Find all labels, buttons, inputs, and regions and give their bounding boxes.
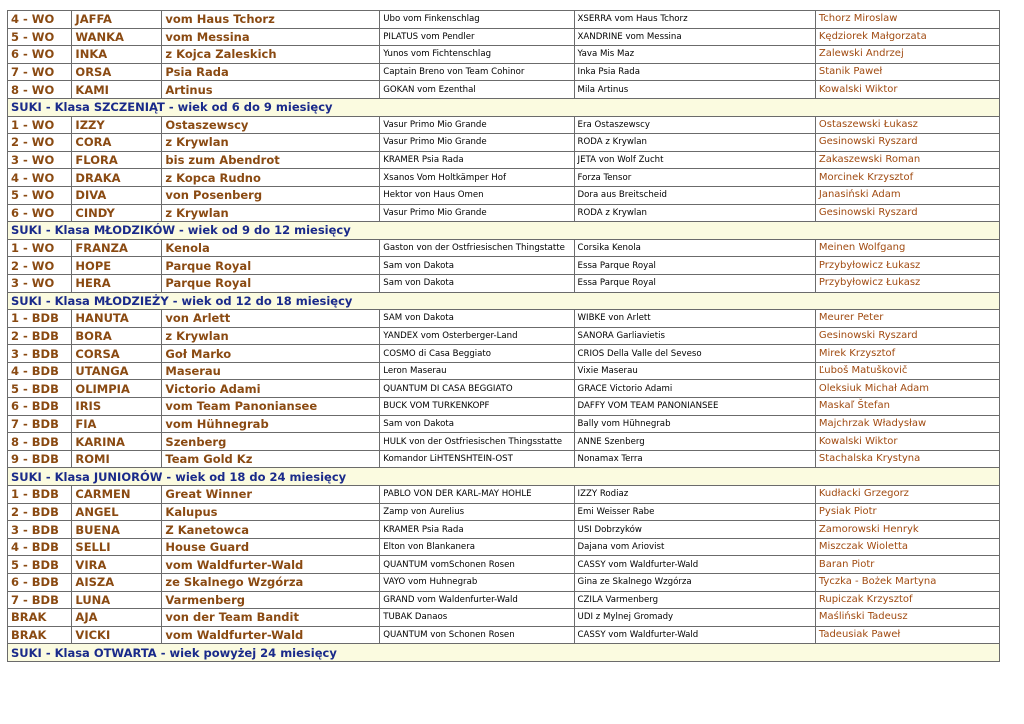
results-table-body [8, 11, 1000, 662]
table-row [8, 134, 1000, 152]
kennel-cell: Artinus [162, 81, 380, 99]
owner-cell: Tyczka - Bożek Martyna [815, 574, 999, 592]
dog-name-cell: FIA [72, 415, 162, 433]
dam-cell: CRIOS Della Valle del Seveso [574, 345, 815, 363]
owner-cell: Przybyłowicz Łukasz [815, 257, 999, 275]
owner-cell: Przybyłowicz Łukasz [815, 274, 999, 292]
table-row [8, 239, 1000, 257]
owner-cell: Kowalski Wiktor [815, 81, 999, 99]
dam-cell: WIBKE von Arlett [574, 310, 815, 328]
sire-cell: Zamp von Aurelius [380, 503, 574, 521]
sire-cell: Hektor von Haus Omen [380, 186, 574, 204]
dog-name-cell: INKA [72, 46, 162, 64]
table-row [8, 398, 1000, 416]
class-section-header [8, 644, 1000, 662]
kennel-cell: Kenola [162, 239, 380, 257]
placement-cell: 8 - WO [8, 81, 72, 99]
dog-name-cell: VIRA [72, 556, 162, 574]
table-row [8, 503, 1000, 521]
dam-cell: XSERRA vom Haus Tchorz [574, 11, 815, 29]
dog-name-cell: BUENA [72, 521, 162, 539]
sire-cell: Vasur Primo Mio Grande [380, 134, 574, 152]
table-row [8, 362, 1000, 380]
placement-cell: 3 - BDB [8, 521, 72, 539]
class-section-title: SUKI - Klasa SZCZENIĄT - wiek od 6 do 9 miesięcy [8, 98, 1000, 116]
sire-cell: Komandor LiHTENSHTEIN-OST [380, 450, 574, 468]
sire-cell: Leron Maserau [380, 362, 574, 380]
sire-cell: BUCK VOM TURKENKOPF [380, 398, 574, 416]
dog-name-cell: ROMI [72, 450, 162, 468]
placement-cell: 4 - BDB [8, 538, 72, 556]
class-section-header [8, 292, 1000, 310]
kennel-cell: Z Kanetowca [162, 521, 380, 539]
dog-name-cell: DRAKA [72, 169, 162, 187]
table-row [8, 186, 1000, 204]
kennel-cell: z Krywlan [162, 327, 380, 345]
dam-cell: Essa Parque Royal [574, 274, 815, 292]
sire-cell: VAYO vom Huhnegrab [380, 574, 574, 592]
sire-cell: PILATUS vom Pendler [380, 28, 574, 46]
dam-cell: RODA z Krywlan [574, 134, 815, 152]
sire-cell: QUANTUM vomSchonen Rosen [380, 556, 574, 574]
sire-cell: YANDEX vom Osterberger-Land [380, 327, 574, 345]
placement-cell: BRAK [8, 626, 72, 644]
placement-cell: 6 - WO [8, 204, 72, 222]
dam-cell: Dora aus Breitscheid [574, 186, 815, 204]
table-row [8, 450, 1000, 468]
owner-cell: Maskaľ Štefan [815, 398, 999, 416]
dog-name-cell: JAFFA [72, 11, 162, 29]
kennel-cell: Varmenberg [162, 591, 380, 609]
kennel-cell: z Krywlan [162, 134, 380, 152]
table-row [8, 274, 1000, 292]
kennel-cell: vom Team Panoniansee [162, 398, 380, 416]
sire-cell: HULK von der Ostfriesischen Thingsstatte [380, 433, 574, 451]
sire-cell: GRAND vom Waldenfurter-Wald [380, 591, 574, 609]
sire-cell: GOKAN vom Ezenthal [380, 81, 574, 99]
table-row [8, 609, 1000, 627]
table-row [8, 538, 1000, 556]
kennel-cell: von Posenberg [162, 186, 380, 204]
placement-cell: 7 - BDB [8, 591, 72, 609]
class-section-title: SUKI - Klasa OTWARTA - wiek powyżej 24 miesięcy [8, 644, 1000, 662]
dam-cell: JETA von Wolf Zucht [574, 151, 815, 169]
kennel-cell: House Guard [162, 538, 380, 556]
table-row [8, 345, 1000, 363]
dam-cell: Bally vom Hühnegrab [574, 415, 815, 433]
sire-cell: SAM von Dakota [380, 310, 574, 328]
sire-cell: Vasur Primo Mio Grande [380, 116, 574, 134]
kennel-cell: Great Winner [162, 486, 380, 504]
kennel-cell: Parque Royal [162, 274, 380, 292]
dog-name-cell: KARINA [72, 433, 162, 451]
class-section-title: SUKI - Klasa MŁODZIKÓW - wiek od 9 do 12 miesięcy [8, 222, 1000, 240]
dog-name-cell: SELLI [72, 538, 162, 556]
table-row [8, 433, 1000, 451]
kennel-cell: vom Haus Tchorz [162, 11, 380, 29]
kennel-cell: Goł Marko [162, 345, 380, 363]
sire-cell: Sam von Dakota [380, 274, 574, 292]
table-row [8, 63, 1000, 81]
dam-cell: Era Ostaszewscy [574, 116, 815, 134]
dam-cell: Inka Psia Rada [574, 63, 815, 81]
kennel-cell: von der Team Bandit [162, 609, 380, 627]
placement-cell: 4 - WO [8, 169, 72, 187]
owner-cell: Meurer Peter [815, 310, 999, 328]
kennel-cell: z Kopca Rudno [162, 169, 380, 187]
table-row [8, 626, 1000, 644]
owner-cell: Gesinowski Ryszard [815, 134, 999, 152]
kennel-cell: vom Hühnegrab [162, 415, 380, 433]
owner-cell: Zamorowski Henryk [815, 521, 999, 539]
placement-cell: 6 - BDB [8, 574, 72, 592]
dam-cell: Yava Mis Maz [574, 46, 815, 64]
sire-cell: Vasur Primo Mio Grande [380, 204, 574, 222]
sire-cell: Gaston von der Ostfriesischen Thingstatte [380, 239, 574, 257]
placement-cell: 4 - BDB [8, 362, 72, 380]
dam-cell: CASSY vom Waldfurter-Wald [574, 556, 815, 574]
table-row [8, 591, 1000, 609]
owner-cell: Tadeusiak Paweł [815, 626, 999, 644]
dog-name-cell: AISZA [72, 574, 162, 592]
dog-name-cell: FRANZA [72, 239, 162, 257]
sire-cell: Yunos vom Fichtenschlag [380, 46, 574, 64]
class-section-title: SUKI - Klasa JUNIORÓW - wiek od 18 do 24 miesięcy [8, 468, 1000, 486]
owner-cell: Mirek Krzysztof [815, 345, 999, 363]
class-section-header [8, 98, 1000, 116]
owner-cell: Ostaszewski Łukasz [815, 116, 999, 134]
dog-name-cell: BORA [72, 327, 162, 345]
placement-cell: 5 - BDB [8, 380, 72, 398]
dog-name-cell: ORSA [72, 63, 162, 81]
owner-cell: Gesinowski Ryszard [815, 204, 999, 222]
owner-cell: Zalewski Andrzej [815, 46, 999, 64]
table-row [8, 327, 1000, 345]
owner-cell: Kędziorek Małgorzata [815, 28, 999, 46]
table-row [8, 380, 1000, 398]
dam-cell: Gina ze Skalnego Wzgórza [574, 574, 815, 592]
dam-cell: ANNE Szenberg [574, 433, 815, 451]
dam-cell: Dajana vom Ariovist [574, 538, 815, 556]
dam-cell: DAFFY VOM TEAM PANONIANSEE [574, 398, 815, 416]
table-row [8, 521, 1000, 539]
dam-cell: RODA z Krywlan [574, 204, 815, 222]
sire-cell: TUBAK Danaos [380, 609, 574, 627]
dog-name-cell: IZZY [72, 116, 162, 134]
dog-name-cell: CARMEN [72, 486, 162, 504]
dog-name-cell: ANGEL [72, 503, 162, 521]
table-row [8, 46, 1000, 64]
sire-cell: QUANTUM DI CASA BEGGIATO [380, 380, 574, 398]
table-row [8, 151, 1000, 169]
table-row [8, 204, 1000, 222]
kennel-cell: Team Gold Kz [162, 450, 380, 468]
owner-cell: Stachalska Krystyna [815, 450, 999, 468]
kennel-cell: von Arlett [162, 310, 380, 328]
kennel-cell: z Kojca Zaleskich [162, 46, 380, 64]
owner-cell: Maśliński Tadeusz [815, 609, 999, 627]
table-row [8, 28, 1000, 46]
owner-cell: Rupiczak Krzysztof [815, 591, 999, 609]
table-row [8, 310, 1000, 328]
placement-cell: BRAK [8, 609, 72, 627]
table-row [8, 574, 1000, 592]
kennel-cell: vom Messina [162, 28, 380, 46]
dog-name-cell: HANUTA [72, 310, 162, 328]
owner-cell: Kudłacki Grzegorz [815, 486, 999, 504]
table-row [8, 486, 1000, 504]
placement-cell: 1 - WO [8, 239, 72, 257]
placement-cell: 3 - WO [8, 151, 72, 169]
dog-name-cell: AJA [72, 609, 162, 627]
placement-cell: 8 - BDB [8, 433, 72, 451]
placement-cell: 1 - BDB [8, 486, 72, 504]
dog-name-cell: IRIS [72, 398, 162, 416]
table-row [8, 257, 1000, 275]
sire-cell: Ubo vom Finkenschlag [380, 11, 574, 29]
dam-cell: Essa Parque Royal [574, 257, 815, 275]
placement-cell: 9 - BDB [8, 450, 72, 468]
owner-cell: Kowalski Wiktor [815, 433, 999, 451]
class-section-header [8, 468, 1000, 486]
table-row [8, 169, 1000, 187]
dam-cell: Forza Tensor [574, 169, 815, 187]
placement-cell: 6 - BDB [8, 398, 72, 416]
sire-cell: QUANTUM von Schonen Rosen [380, 626, 574, 644]
dam-cell: Vixie Maserau [574, 362, 815, 380]
dog-name-cell: HERA [72, 274, 162, 292]
dam-cell: Mila Artinus [574, 81, 815, 99]
dog-name-cell: FLORA [72, 151, 162, 169]
owner-cell: Gesinowski Ryszard [815, 327, 999, 345]
dog-name-cell: UTANGA [72, 362, 162, 380]
class-section-title: SUKI - Klasa MŁODZIEŻY - wiek od 12 do 18 miesięcy [8, 292, 1000, 310]
sire-cell: Sam von Dakota [380, 415, 574, 433]
placement-cell: 3 - BDB [8, 345, 72, 363]
dog-name-cell: VICKI [72, 626, 162, 644]
placement-cell: 1 - WO [8, 116, 72, 134]
dam-cell: UDI z Mylnej Gromady [574, 609, 815, 627]
placement-cell: 5 - BDB [8, 556, 72, 574]
dog-name-cell: OLIMPIA [72, 380, 162, 398]
kennel-cell: Psia Rada [162, 63, 380, 81]
owner-cell: Ľuboš Matuškovič [815, 362, 999, 380]
placement-cell: 2 - BDB [8, 327, 72, 345]
dog-name-cell: CORA [72, 134, 162, 152]
dam-cell: IZZY Rodiaz [574, 486, 815, 504]
dam-cell: Corsika Kenola [574, 239, 815, 257]
placement-cell: 2 - WO [8, 134, 72, 152]
table-row [8, 415, 1000, 433]
owner-cell: Baran Piotr [815, 556, 999, 574]
table-row [8, 116, 1000, 134]
table-row [8, 11, 1000, 29]
kennel-cell: Parque Royal [162, 257, 380, 275]
dog-name-cell: WANKA [72, 28, 162, 46]
owner-cell: Majchrzak Władysław [815, 415, 999, 433]
dam-cell: USI Dobrzyków [574, 521, 815, 539]
kennel-cell: Ostaszewscy [162, 116, 380, 134]
kennel-cell: Maserau [162, 362, 380, 380]
results-table [7, 10, 1000, 662]
placement-cell: 4 - WO [8, 11, 72, 29]
dam-cell: Emi Weisser Rabe [574, 503, 815, 521]
kennel-cell: vom Waldfurter-Wald [162, 556, 380, 574]
sire-cell: Elton von Blankanera [380, 538, 574, 556]
class-section-header [8, 222, 1000, 240]
dog-name-cell: LUNA [72, 591, 162, 609]
dam-cell: Nonamax Terra [574, 450, 815, 468]
kennel-cell: ze Skalnego Wzgórza [162, 574, 380, 592]
sire-cell: PABLO VON DER KARL-MAY HOHLE [380, 486, 574, 504]
dam-cell: XANDRINE vom Messina [574, 28, 815, 46]
owner-cell: Zakaszewski Roman [815, 151, 999, 169]
owner-cell: Janasiński Adam [815, 186, 999, 204]
owner-cell: Meinen Wolfgang [815, 239, 999, 257]
owner-cell: Tchorz Miroslaw [815, 11, 999, 29]
kennel-cell: Szenberg [162, 433, 380, 451]
placement-cell: 2 - WO [8, 257, 72, 275]
dam-cell: GRACE Victorio Adami [574, 380, 815, 398]
owner-cell: Morcinek Krzysztof [815, 169, 999, 187]
placement-cell: 6 - WO [8, 46, 72, 64]
placement-cell: 5 - WO [8, 28, 72, 46]
sire-cell: Xsanos Vom Holtkämper Hof [380, 169, 574, 187]
sire-cell: KRAMER Psia Rada [380, 521, 574, 539]
dog-name-cell: HOPE [72, 257, 162, 275]
placement-cell: 5 - WO [8, 186, 72, 204]
owner-cell: Pysiak Piotr [815, 503, 999, 521]
sire-cell: Sam von Dakota [380, 257, 574, 275]
owner-cell: Oleksiuk Michał Adam [815, 380, 999, 398]
placement-cell: 7 - WO [8, 63, 72, 81]
dam-cell: CASSY vom Waldfurter-Wald [574, 626, 815, 644]
kennel-cell: Kalupus [162, 503, 380, 521]
sire-cell: COSMO di Casa Beggiato [380, 345, 574, 363]
sire-cell: KRAMER Psia Rada [380, 151, 574, 169]
dog-name-cell: CORSA [72, 345, 162, 363]
dog-name-cell: KAMI [72, 81, 162, 99]
table-row [8, 81, 1000, 99]
placement-cell: 3 - WO [8, 274, 72, 292]
kennel-cell: z Krywlan [162, 204, 380, 222]
placement-cell: 1 - BDB [8, 310, 72, 328]
dog-name-cell: DIVA [72, 186, 162, 204]
kennel-cell: bis zum Abendrot [162, 151, 380, 169]
kennel-cell: Victorio Adami [162, 380, 380, 398]
kennel-cell: vom Waldfurter-Wald [162, 626, 380, 644]
owner-cell: Stanik Paweł [815, 63, 999, 81]
table-row [8, 556, 1000, 574]
dog-name-cell: CINDY [72, 204, 162, 222]
owner-cell: Miszczak Wioletta [815, 538, 999, 556]
sire-cell: Captain Breno von Team Cohinor [380, 63, 574, 81]
placement-cell: 2 - BDB [8, 503, 72, 521]
dam-cell: CZILA Varmenberg [574, 591, 815, 609]
placement-cell: 7 - BDB [8, 415, 72, 433]
dam-cell: SANORA Garliavietis [574, 327, 815, 345]
